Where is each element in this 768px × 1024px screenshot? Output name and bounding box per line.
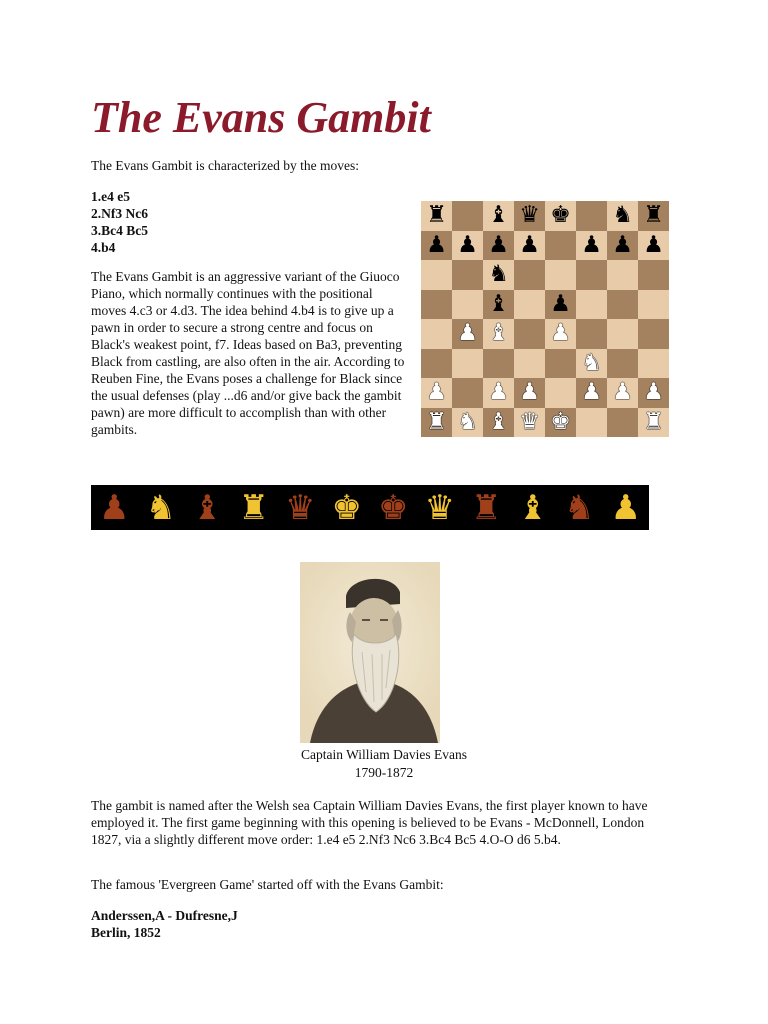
board-square <box>607 378 638 408</box>
white-knight-icon: ♞ <box>581 349 602 376</box>
white-pawn-icon: ♟ <box>550 320 571 347</box>
board-square <box>421 408 452 438</box>
board-square <box>483 260 514 290</box>
board-square <box>638 290 669 320</box>
board-square <box>514 349 545 379</box>
board-square <box>514 290 545 320</box>
chess-pieces-banner <box>91 485 649 530</box>
board-square <box>576 378 607 408</box>
white-pawn-icon: ♟ <box>426 379 447 406</box>
white-rook-icon: ♜ <box>643 408 664 435</box>
board-square <box>638 319 669 349</box>
black-knight-icon: ♞ <box>488 261 509 288</box>
board-square <box>514 260 545 290</box>
board-square <box>607 349 638 379</box>
pawn-icon: ♟ <box>99 487 130 528</box>
white-pawn-icon: ♟ <box>612 379 633 406</box>
black-rook-icon: ♜ <box>643 202 664 229</box>
board-square <box>545 260 576 290</box>
board-square <box>545 319 576 349</box>
black-pawn-icon: ♟ <box>457 231 478 258</box>
board-square <box>576 408 607 438</box>
black-pawn-icon: ♟ <box>488 231 509 258</box>
board-square <box>514 378 545 408</box>
board-square <box>576 319 607 349</box>
white-bishop-icon: ♝ <box>488 320 509 347</box>
board-square <box>638 349 669 379</box>
board-square <box>483 408 514 438</box>
white-knight-icon: ♞ <box>457 408 478 435</box>
black-rook-icon: ♜ <box>426 202 447 229</box>
king-icon: ♚ <box>378 487 409 528</box>
board-square <box>421 260 452 290</box>
move-list <box>91 188 148 256</box>
board-square <box>452 319 483 349</box>
game-header <box>91 907 238 941</box>
board-square <box>545 349 576 379</box>
white-rook-icon: ♜ <box>426 408 447 435</box>
queen-icon: ♛ <box>285 487 316 528</box>
board-square <box>607 260 638 290</box>
knight-icon: ♞ <box>564 487 595 528</box>
board-square <box>421 319 452 349</box>
black-pawn-icon: ♟ <box>426 231 447 258</box>
board-square <box>421 201 452 231</box>
board-square <box>576 290 607 320</box>
board-square <box>514 408 545 438</box>
white-pawn-icon: ♟ <box>519 379 540 406</box>
black-knight-icon: ♞ <box>612 202 633 229</box>
board-square <box>483 231 514 261</box>
board-square <box>638 260 669 290</box>
black-pawn-icon: ♟ <box>643 231 664 258</box>
rook-icon: ♜ <box>238 487 269 528</box>
board-square <box>452 290 483 320</box>
board-square <box>607 408 638 438</box>
black-bishop-icon: ♝ <box>488 290 509 317</box>
white-queen-icon: ♛ <box>519 408 540 435</box>
bishop-icon: ♝ <box>517 487 548 528</box>
board-square <box>483 201 514 231</box>
board-square <box>607 231 638 261</box>
board-square <box>452 201 483 231</box>
intro-text: The Evans Gambit is characterized by the moves: <box>91 158 360 173</box>
board-square <box>607 201 638 231</box>
move-item: 1.e4 e5 <box>91 189 130 204</box>
board-square <box>421 231 452 261</box>
bishop-icon: ♝ <box>192 487 223 528</box>
black-pawn-icon: ♟ <box>581 231 602 258</box>
portrait-image <box>300 562 440 743</box>
history-paragraph: The gambit is named after the Welsh sea Captain William Davies Evans, the first player known to have employed it. The first game beginning with this opening is believed to be Evans - McDonnell, London 1827, via a slightly different move order: 1.e4 e5 2.Nf3 Nc6 3.Bc4 Bc5 4.O-O d6 5.b4. <box>91 798 648 847</box>
knight-icon: ♞ <box>145 487 176 528</box>
board-square <box>576 260 607 290</box>
board-square <box>483 378 514 408</box>
board-square <box>576 201 607 231</box>
board-square <box>483 319 514 349</box>
game-players: Anderssen,A - Dufresne,J <box>91 908 238 923</box>
black-bishop-icon: ♝ <box>488 202 509 229</box>
move-item: 2.Nf3 Nc6 <box>91 206 148 221</box>
black-pawn-icon: ♟ <box>612 231 633 258</box>
board-square <box>452 260 483 290</box>
board-square <box>638 231 669 261</box>
board-square <box>576 231 607 261</box>
black-king-icon: ♚ <box>550 202 571 229</box>
portrait-caption <box>260 746 508 782</box>
description-paragraph: The Evans Gambit is an aggressive variant of the Giuoco Piano, which normally continues with the positional moves 4.c3 or 4.d3. The idea behind 4.b4 is to give up a pawn in order to secure a strong centre and focus on Black's weakest point, f7. Ideas based on Ba3, preventing Black from castling, are also often in the air. According to Reuben Fine, the Evans poses a challenge for Black since the usual defenses (play ...d6 and/or give back the gambit pawn) are more difficult to accomplish than with other gambits. <box>91 269 405 437</box>
board-square <box>607 290 638 320</box>
caption-years: 1790-1872 <box>354 765 414 780</box>
black-pawn-icon: ♟ <box>519 231 540 258</box>
board-square <box>452 349 483 379</box>
board-square <box>514 319 545 349</box>
board-square <box>638 201 669 231</box>
board-square <box>483 349 514 379</box>
pawn-icon: ♟ <box>610 487 641 528</box>
black-queen-icon: ♛ <box>519 202 540 229</box>
white-king-icon: ♚ <box>550 408 571 435</box>
white-pawn-icon: ♟ <box>581 379 602 406</box>
black-pawn-icon: ♟ <box>550 290 571 317</box>
board-square <box>607 319 638 349</box>
board-square <box>638 408 669 438</box>
board-square <box>421 290 452 320</box>
board-square <box>545 201 576 231</box>
queen-icon: ♛ <box>424 487 455 528</box>
board-square <box>452 231 483 261</box>
move-item: 4.b4 <box>91 240 116 255</box>
evergreen-text: The famous 'Evergreen Game' started off with the Evans Gambit: <box>91 877 444 892</box>
caption-name: Captain William Davies Evans <box>300 747 468 762</box>
board-square <box>483 290 514 320</box>
board-square <box>576 349 607 379</box>
move-item: 3.Bc4 Bc5 <box>91 223 148 238</box>
board-square <box>452 378 483 408</box>
game-place: Berlin, 1852 <box>91 925 161 940</box>
board-square <box>638 378 669 408</box>
chess-board-diagram <box>421 201 669 437</box>
board-square <box>545 378 576 408</box>
king-icon: ♚ <box>331 487 362 528</box>
board-square <box>514 201 545 231</box>
board-square <box>545 231 576 261</box>
board-square <box>545 290 576 320</box>
board-square <box>545 408 576 438</box>
white-pawn-icon: ♟ <box>457 320 478 347</box>
white-pawn-icon: ♟ <box>488 379 509 406</box>
rook-icon: ♜ <box>471 487 502 528</box>
board-square <box>421 349 452 379</box>
page-title: The Evans Gambit <box>91 93 431 142</box>
board-square <box>514 231 545 261</box>
white-bishop-icon: ♝ <box>488 408 509 435</box>
white-pawn-icon: ♟ <box>643 379 664 406</box>
board-square <box>421 378 452 408</box>
board-square <box>452 408 483 438</box>
